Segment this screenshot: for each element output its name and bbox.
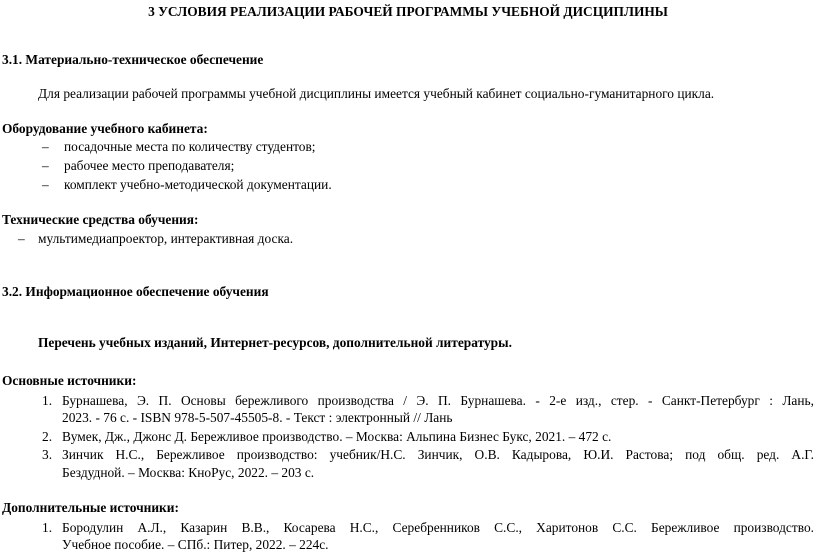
main-source-number: 1.	[42, 393, 53, 408]
main-source-text: Бурнашева, Э. П. Основы бережливого производства / Э. П. Бурнашева. - 2-е изд., стер. - Санкт-Петербург : Лань,	[62, 393, 814, 408]
extra-sources-heading: Дополнительные источники:	[2, 500, 179, 515]
section-1-heading: 3.1. Материально-техническое обеспечение	[2, 52, 264, 67]
section-1-intro: Для реализации рабочей программы учебной дисциплины имеется учебный кабинет социально-гуманитарного цикла.	[38, 86, 715, 101]
tech-heading: Технические средства обучения:	[2, 212, 199, 227]
main-source-text: Бездудной. – Москва: КноРус, 2022. – 203 с.	[62, 465, 315, 480]
bullet-dash-icon	[42, 158, 54, 174]
equipment-item: рабочее место преподавателя;	[64, 158, 235, 173]
tech-item: мультимедиапроектор, интерактивная доска.	[38, 231, 294, 246]
main-source-text: Зинчик Н.С., Бережливое производство: учебник/Н.С. Зинчик, О.В. Кадырова, Ю.И. Растова; под общ. ред. А.Г.	[62, 447, 814, 462]
section-2-subheading: Перечень учебных изданий, Интернет-ресурсов, дополнительной литературы.	[38, 335, 512, 350]
bullet-dash-icon	[42, 139, 54, 155]
main-sources-heading: Основные источники:	[2, 373, 137, 388]
extra-source-text: Бородулин А.Л., Казарин В.В., Косарева Н.С., Серебренников С.С., Харитонов С.С. Бережливое производство.	[62, 520, 814, 535]
equipment-heading: Оборудование учебного кабинета:	[2, 121, 208, 136]
bullet-dash-icon	[42, 177, 54, 193]
main-source-number: 2.	[42, 429, 53, 444]
main-source-text: Вумек, Дж., Джонс Д. Бережливое производство. – Москва: Альпина Бизнес Букс, 2021. – 472 с.	[62, 429, 612, 444]
section-2-heading: 3.2. Информационное обеспечение обучения	[2, 284, 269, 299]
extra-source-number: 1.	[42, 520, 53, 535]
extra-source-text: Учебное пособие. – СПб.: Питер, 2022. – 224с.	[62, 537, 329, 552]
page-title: 3 УСЛОВИЯ РЕАЛИЗАЦИИ РАБОЧЕЙ ПРОГРАММЫ УЧЕБНОЙ ДИСЦИПЛИНЫ	[148, 4, 668, 19]
bullet-dash-icon	[18, 231, 30, 247]
main-source-text: 2023. - 76 с. - ISBN 978-5-507-45505-8. - Текст : электронный // Лань	[62, 410, 453, 425]
equipment-item: посадочные места по количеству студентов;	[64, 139, 316, 154]
main-source-number: 3.	[42, 447, 53, 462]
equipment-item: комплект учебно-методической документации.	[64, 177, 332, 192]
